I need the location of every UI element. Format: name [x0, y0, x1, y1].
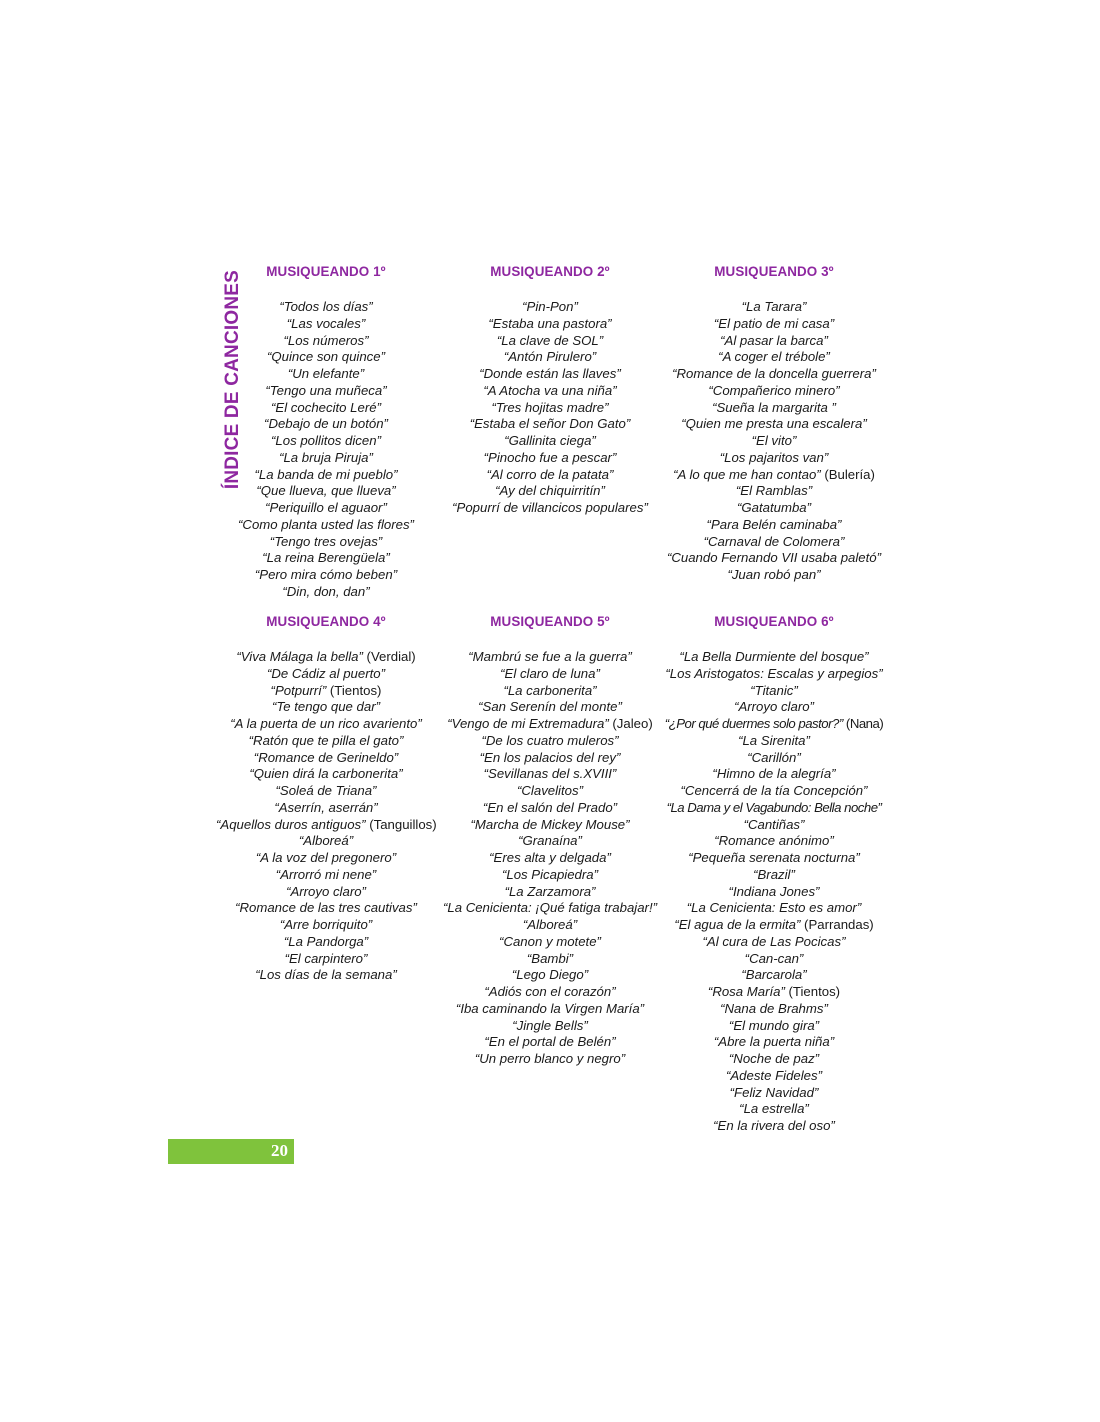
page-number-bar — [168, 1139, 294, 1164]
song-item — [216, 383, 436, 400]
song-title: “Debajo de un botón” — [264, 416, 388, 432]
song-title: “El Ramblas” — [735, 483, 813, 499]
song-title: “Canon y motete” — [499, 933, 601, 949]
song-title: “Al cura de Las Pocicas” — [702, 933, 846, 949]
song-item — [664, 534, 884, 551]
song-title: “La Zarzamora” — [504, 883, 596, 899]
song-item — [440, 850, 660, 867]
song-style-note: (Verdial) — [362, 649, 416, 664]
song-title: “A Atocha va una niña” — [483, 382, 617, 398]
song-item — [664, 400, 884, 417]
song-item — [440, 867, 660, 884]
song-item — [440, 400, 660, 417]
song-item — [664, 884, 884, 901]
song-title: “Alboreá” — [522, 917, 578, 932]
song-item — [664, 867, 884, 884]
song-title: “Marcha de Mickey Mouse” — [470, 816, 630, 832]
side-title-text: ÍNDICE DE CANCIONES — [222, 270, 243, 490]
song-title: “Periquillo el aguaor” — [265, 500, 387, 515]
song-title: “Noche de paz” — [728, 1051, 820, 1066]
song-item — [216, 567, 436, 584]
song-title: “Lego Diego” — [511, 967, 589, 983]
song-item — [664, 649, 884, 666]
song-title: “Ay del chiquirritín” — [495, 483, 605, 499]
song-item — [664, 783, 884, 800]
song-title: “Bambi” — [526, 950, 574, 966]
song-title: “Arroyo claro” — [286, 883, 366, 899]
song-item — [216, 716, 436, 733]
song-title: “A coger el trébole” — [718, 349, 830, 365]
section-musiqueando-3 — [664, 264, 884, 584]
song-title: “San Serenín del monte” — [478, 699, 622, 715]
song-item — [440, 699, 660, 716]
song-title: “Aquellos duros antiguos” — [216, 816, 366, 832]
song-title: “La Dama y el Vagabundo: Bella noche” — [666, 799, 882, 815]
song-title: “Carnaval de Colomera” — [703, 533, 845, 549]
song-title: “Todos los días” — [279, 299, 373, 314]
song-item — [440, 1051, 660, 1068]
song-item — [664, 733, 884, 750]
song-title: “Un elefante” — [287, 366, 365, 381]
song-title: “Arroyo claro” — [734, 699, 814, 715]
song-item — [664, 333, 884, 350]
song-item — [664, 1101, 884, 1118]
song-item — [216, 483, 436, 500]
song-title: “Sueña la margarita ” — [712, 399, 836, 415]
section-heading: MUSIQUEANDO 2º — [490, 264, 610, 279]
song-item — [216, 766, 436, 783]
song-title: “Barcarola” — [741, 967, 807, 983]
song-title: “Para Belén caminaba” — [706, 516, 842, 532]
song-item — [664, 934, 884, 951]
song-item — [440, 433, 660, 450]
song-title: “La Tarara” — [741, 299, 807, 314]
song-title: “Sevillanas del s.XVIII” — [483, 766, 617, 782]
song-title: “Nana de Brahms” — [720, 1000, 828, 1016]
song-title: “Aserrín, aserrán” — [274, 799, 378, 815]
song-title: “Adiós con el corazón” — [484, 984, 616, 999]
song-title: “Tengo una muñeca” — [265, 382, 387, 398]
song-title: “Los días de la semana” — [255, 967, 397, 983]
song-item — [664, 450, 884, 467]
song-title: “Te tengo que dar” — [271, 699, 381, 715]
song-item — [664, 917, 884, 934]
song-item — [664, 850, 884, 867]
song-item — [216, 416, 436, 433]
song-title: “Viva Málaga la bella” — [236, 649, 363, 664]
song-item — [664, 500, 884, 517]
section-musiqueando-4 — [216, 614, 436, 984]
song-item — [216, 500, 436, 517]
song-title: “A lo que me han contao” — [673, 466, 821, 482]
song-item — [440, 733, 660, 750]
song-item — [664, 699, 884, 716]
song-title: “Un perro blanco y negro” — [474, 1051, 626, 1066]
song-item — [440, 467, 660, 484]
song-item — [216, 450, 436, 467]
song-title: “La reina Berengüela” — [262, 550, 390, 566]
song-title: “Arre borriquito” — [279, 917, 373, 932]
song-title: “Como planta usted las flores” — [238, 516, 414, 532]
song-item — [664, 517, 884, 534]
song-title: “Estaba el señor Don Gato” — [469, 416, 631, 432]
song-item — [216, 550, 436, 567]
song-title: “El agua de la ermita” — [674, 917, 801, 932]
song-title: “Ratón que te pilla el gato” — [248, 732, 404, 748]
song-title: “Los Aristogatos: Escalas y arpegios” — [665, 665, 883, 681]
song-title: “¿Por qué duermes solo pastor?” — [664, 716, 843, 731]
song-title: “De los cuatro muleros” — [481, 732, 619, 748]
song-item — [664, 416, 884, 433]
song-item — [664, 316, 884, 333]
song-item — [216, 433, 436, 450]
song-title: “Romance de la doncella guerrera” — [672, 366, 876, 381]
song-item — [216, 951, 436, 968]
song-title: “Gatatumba” — [736, 500, 812, 515]
song-list — [440, 649, 660, 1068]
song-title: “Quien me presta una escalera” — [681, 416, 867, 432]
song-title: “Carillón” — [747, 749, 801, 765]
song-item — [440, 349, 660, 366]
song-title: “Los Picapiedra” — [501, 866, 599, 882]
song-title: “Brazil” — [753, 866, 795, 882]
section-musiqueando-5 — [440, 614, 660, 1068]
song-style-note: (Nana) — [842, 716, 884, 731]
song-title: “Pequeña serenata nocturna” — [688, 850, 860, 865]
song-title: “Clavelitos” — [517, 783, 583, 798]
song-style-note: (Tientos) — [784, 984, 841, 999]
song-title: “Arrorró mi nene” — [275, 866, 377, 882]
song-style-note: (Parrandas) — [800, 917, 874, 932]
song-title: “Indiana Jones” — [728, 883, 820, 899]
section-heading: MUSIQUEANDO 1º — [266, 264, 386, 279]
song-title: “La estrella” — [739, 1101, 809, 1117]
song-title: “A la voz del pregonero” — [255, 850, 397, 865]
song-title: “La carbonerita” — [503, 682, 597, 698]
song-item — [216, 967, 436, 984]
song-item — [440, 500, 660, 517]
song-item — [440, 967, 660, 984]
song-item — [664, 750, 884, 767]
song-item — [664, 567, 884, 584]
song-item — [440, 884, 660, 901]
song-item — [664, 800, 884, 817]
song-item — [440, 750, 660, 767]
song-title: “Estaba una pastora” — [488, 315, 612, 331]
song-item — [216, 934, 436, 951]
song-title: “Al corro de la patata” — [486, 466, 614, 482]
song-item — [664, 951, 884, 968]
song-item — [440, 1018, 660, 1035]
song-title: “Gallinita ciega” — [504, 433, 596, 448]
song-item — [664, 833, 884, 850]
song-item — [664, 967, 884, 984]
song-title: “Himno de la alegría” — [712, 766, 836, 782]
song-title: “Pero mira cómo beben” — [254, 567, 398, 582]
song-title: “Antón Pirulero” — [503, 349, 597, 365]
song-item — [440, 817, 660, 834]
song-title: “Donde están las llaves” — [479, 366, 621, 381]
song-title: “Popurrí de villancicos populares” — [452, 500, 648, 515]
song-item — [664, 1118, 884, 1135]
song-item — [440, 917, 660, 934]
song-title: “La Cenicienta: ¡Qué fatiga trabajar!” — [442, 900, 658, 916]
song-item — [216, 800, 436, 817]
song-item — [216, 349, 436, 366]
song-item — [664, 1018, 884, 1035]
song-title: “En los palacios del rey” — [479, 749, 621, 765]
song-title: “Alboreá” — [298, 833, 354, 849]
section-heading: MUSIQUEANDO 3º — [714, 264, 834, 279]
song-item — [664, 1085, 884, 1102]
song-title: “Juan robó pan” — [727, 567, 821, 582]
song-item — [664, 1051, 884, 1068]
song-item — [216, 649, 436, 666]
song-item — [664, 1034, 884, 1051]
song-style-note: (Jaleo) — [608, 716, 653, 731]
song-title: “Compañerico minero” — [708, 382, 840, 398]
song-item — [216, 333, 436, 350]
song-item — [216, 733, 436, 750]
page-number: 20 — [271, 1141, 288, 1160]
song-title: “En el salón del Prado” — [482, 799, 618, 815]
song-item — [664, 900, 884, 917]
song-item — [216, 584, 436, 601]
section-heading: MUSIQUEANDO 6º — [714, 614, 834, 629]
song-item — [664, 817, 884, 834]
song-item — [664, 666, 884, 683]
song-style-note: (Tanguillos) — [365, 816, 437, 832]
song-title: “Cencerrá de la tía Concepción” — [680, 783, 868, 798]
song-item — [440, 316, 660, 333]
song-title: “La Cenicienta: Esto es amor” — [686, 900, 862, 916]
song-item — [216, 750, 436, 767]
song-item — [440, 416, 660, 433]
song-title: “Romance de las tres cautivas” — [235, 900, 417, 916]
song-item — [440, 833, 660, 850]
song-title: “La bruja Piruja” — [279, 449, 373, 465]
song-title: “Vengo de mi Extremadura” — [447, 716, 609, 731]
song-item — [664, 1068, 884, 1085]
song-item — [664, 383, 884, 400]
song-title: “De Cádiz al puerto” — [266, 665, 385, 681]
song-title: “Romance de Gerineldo” — [253, 749, 399, 765]
song-title: “Las vocales” — [286, 315, 366, 331]
song-title: “La Pandorga” — [283, 933, 369, 949]
song-item — [216, 366, 436, 383]
section-musiqueando-2 — [440, 264, 660, 517]
song-item — [216, 699, 436, 716]
song-title: “Can-can” — [744, 950, 804, 966]
song-item — [440, 716, 660, 733]
song-title: “Din, don, dan” — [282, 583, 370, 599]
song-title: “Cuando Fernando VII usaba paletó” — [666, 550, 882, 566]
song-item — [216, 683, 436, 700]
song-item — [440, 783, 660, 800]
song-title: “Mambrú se fue a la guerra” — [468, 649, 632, 664]
song-title: “Pinocho fue a pescar” — [483, 449, 617, 465]
song-item — [216, 900, 436, 917]
song-item — [440, 366, 660, 383]
song-title: “Quince son quince” — [266, 349, 386, 365]
song-item — [216, 467, 436, 484]
song-item — [440, 333, 660, 350]
song-item — [216, 917, 436, 934]
song-list — [440, 299, 660, 517]
song-title: “Al pasar la barca” — [720, 332, 828, 348]
song-item — [440, 383, 660, 400]
song-item — [440, 800, 660, 817]
song-title: “Rosa María” — [707, 984, 785, 999]
song-item — [216, 833, 436, 850]
song-title: “La Bella Durmiente del bosque” — [679, 649, 869, 664]
song-title: “Los números” — [283, 332, 369, 348]
song-title: “El claro de luna” — [500, 665, 600, 681]
song-title: “El cochecito Leré” — [271, 399, 381, 415]
song-title: “Eres alta y delgada” — [489, 850, 611, 865]
song-item — [440, 766, 660, 783]
song-item — [664, 550, 884, 567]
song-list — [216, 649, 436, 984]
section-musiqueando-1 — [216, 264, 436, 601]
song-item — [440, 649, 660, 666]
song-title: “Los pajaritos van” — [719, 449, 829, 465]
song-item — [440, 683, 660, 700]
song-item — [216, 850, 436, 867]
song-item — [664, 683, 884, 700]
song-title: “Granaína” — [518, 833, 582, 849]
song-list — [216, 299, 436, 601]
song-title: “Quien dirá la carbonerita” — [249, 766, 403, 782]
song-item — [664, 433, 884, 450]
song-list — [664, 649, 884, 1135]
song-item — [440, 666, 660, 683]
song-item — [216, 400, 436, 417]
song-item — [440, 299, 660, 316]
song-title: “Romance anónimo” — [714, 833, 834, 849]
song-style-note: (Tientos) — [326, 682, 382, 698]
song-list — [664, 299, 884, 584]
song-title: “A la puerta de un rico avariento” — [230, 716, 422, 731]
song-title: “Cantiñas” — [743, 816, 805, 832]
song-item — [664, 984, 884, 1001]
section-heading: MUSIQUEANDO 5º — [490, 614, 610, 629]
song-title: “Tres hojitas madre” — [491, 399, 609, 415]
song-item — [440, 1034, 660, 1051]
song-item — [440, 483, 660, 500]
song-item — [216, 783, 436, 800]
song-item — [440, 450, 660, 467]
song-item — [216, 316, 436, 333]
song-title: “Abre la puerta niña” — [713, 1034, 835, 1050]
song-item — [440, 934, 660, 951]
song-title: “Titanic” — [750, 682, 798, 698]
song-title: “Los pollitos dicen” — [271, 433, 381, 448]
song-item — [664, 349, 884, 366]
song-title: “Jingle Bells” — [512, 1017, 588, 1033]
song-item — [664, 483, 884, 500]
section-musiqueando-6 — [664, 614, 884, 1135]
song-title: “La banda de mi pueblo” — [254, 466, 398, 482]
song-item — [216, 299, 436, 316]
song-title: “El patio de mi casa” — [713, 315, 835, 331]
song-item — [216, 867, 436, 884]
song-title: “Feliz Navidad” — [729, 1084, 819, 1100]
song-item — [664, 766, 884, 783]
song-title: “Adeste Fideles” — [725, 1067, 822, 1083]
song-item — [216, 517, 436, 534]
song-item — [664, 1001, 884, 1018]
song-item — [440, 900, 660, 917]
song-title: “El mundo gira” — [728, 1017, 820, 1033]
song-title: “La Sirenita” — [738, 732, 810, 748]
song-item — [216, 666, 436, 683]
song-item — [664, 299, 884, 316]
song-title: “El carpintero” — [284, 950, 368, 966]
song-title: “Tengo tres ovejas” — [269, 533, 383, 549]
song-item — [216, 817, 436, 834]
song-item — [216, 534, 436, 551]
section-heading: MUSIQUEANDO 4º — [266, 614, 386, 629]
song-title: “Potpurrí” — [270, 682, 327, 698]
song-item — [216, 884, 436, 901]
song-title: “Soleá de Triana” — [275, 783, 377, 798]
song-title: “El vito” — [751, 433, 797, 448]
song-item — [664, 366, 884, 383]
song-title: “En la rivera del oso” — [713, 1118, 835, 1133]
song-item — [440, 984, 660, 1001]
song-title: “Pin-Pon” — [522, 299, 578, 314]
song-title: “Que llueva, que llueva” — [256, 483, 396, 499]
song-item — [440, 951, 660, 968]
song-item — [440, 1001, 660, 1018]
song-title: “Iba caminando la Virgen María” — [455, 1000, 645, 1016]
song-title: “La clave de SOL” — [496, 332, 604, 348]
song-item — [664, 467, 884, 484]
song-style-note: (Bulería) — [820, 466, 875, 482]
song-item — [664, 716, 884, 733]
song-title: “En el portal de Belén” — [484, 1034, 616, 1050]
